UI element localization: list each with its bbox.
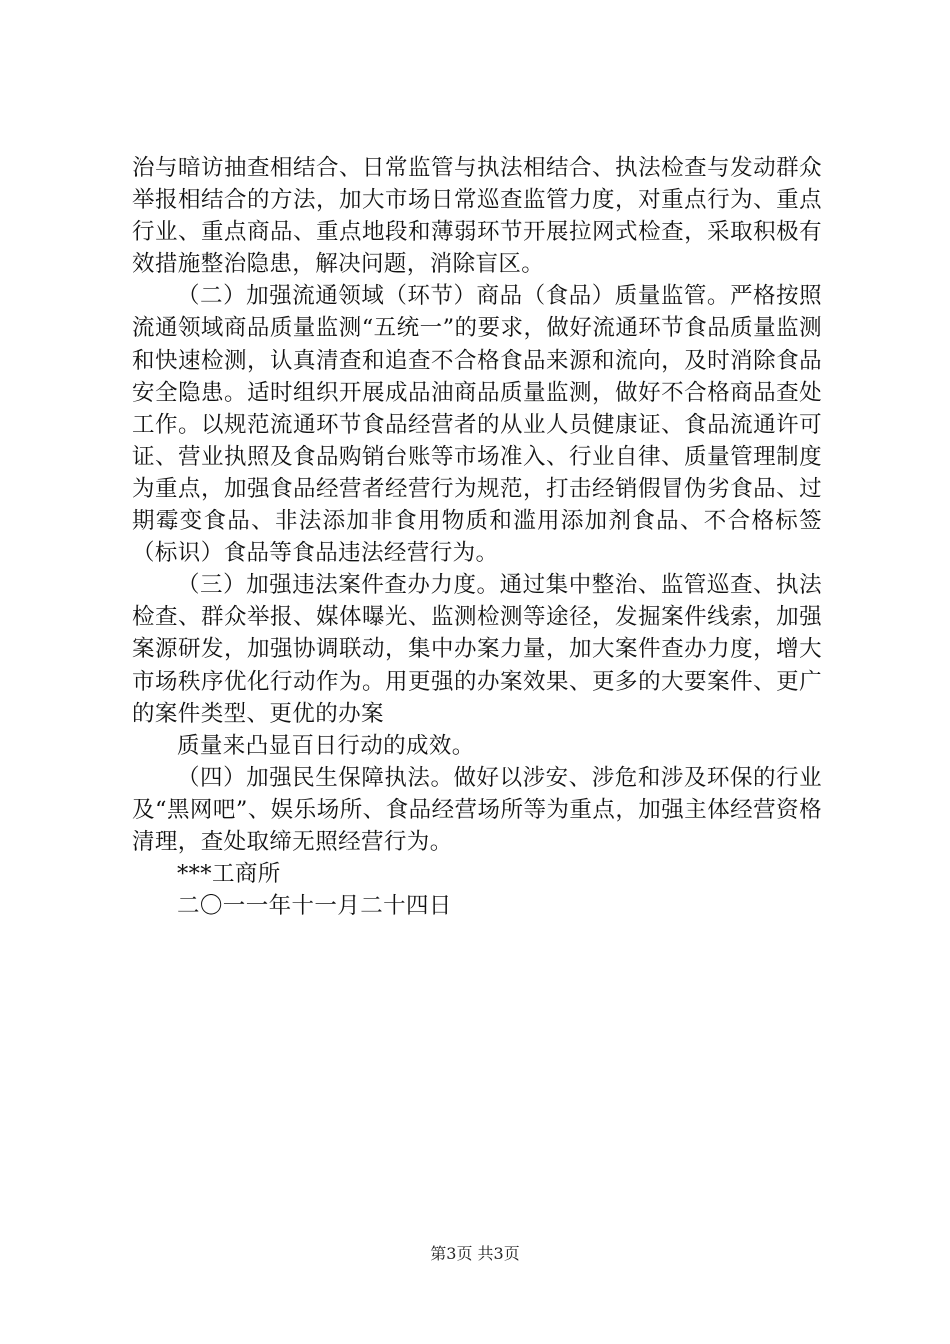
document-body bbox=[132, 152, 822, 922]
paragraph-section-3-tail: 质量来凸显百日行动的成效。 bbox=[177, 732, 475, 759]
signature-date: 二〇一一年十一月二十四日 bbox=[177, 893, 452, 920]
paragraph-continuation: 治与暗访抽查相结合、日常监管与执法相结合、执法检查与发动群众举报相结合的方法，加大市场日常巡查监管力度，对重点行为、重点行业、重点商品、重点地段和薄弱环节开展拉网式检查，采取积极有效措施整治隐患，解决问题，消除盲区。 bbox=[132, 155, 822, 278]
page-number-footer: 第3页 共3页 bbox=[430, 1244, 520, 1263]
paragraph-section-2: （二）加强流通领域（环节）商品（食品）质量监管。严格按照流通领域商品质量监测“五统一”的要求，做好流通环节食品质量监测和快速检测，认真清查和追查不合格食品来源和流向，及时消除食品安全隐患。适时组织开展成品油商品质量监测，做好不合格商品查处工作。以规范流通环节食品经营者的从业人员健康证、食品流通许可证、营业执照及食品购销台账等市场准入、行业自律、质量管理制度为重点，加强食品经营者经营行为规范，打击经销假冒伪劣食品、过期霉变食品、非法添加非食用物质和滥用添加剂食品、不合格标签（标识）食品等食品违法经营行为。 bbox=[132, 283, 822, 567]
signature-organization: ***工商所 bbox=[177, 861, 281, 888]
paragraph-section-3: （三）加强违法案件查办力度。通过集中整治、监管巡查、执法检查、群众举报、媒体曝光、监测检测等途径，发掘案件线索，加强案源研发，加强协调联动，集中办案力量，加大案件查办力度，增大市场秩序优化行动作为。用更强的办案效果、更多的大要案件、更广的案件类型、更优的办案 bbox=[132, 572, 822, 727]
paragraph-section-4: （四）加强民生保障执法。做好以涉安、涉危和涉及环保的行业及“黑网吧”、娱乐场所、食品经营场所等为重点，加强主体经营资格清理，查处取缔无照经营行为。 bbox=[132, 764, 822, 855]
